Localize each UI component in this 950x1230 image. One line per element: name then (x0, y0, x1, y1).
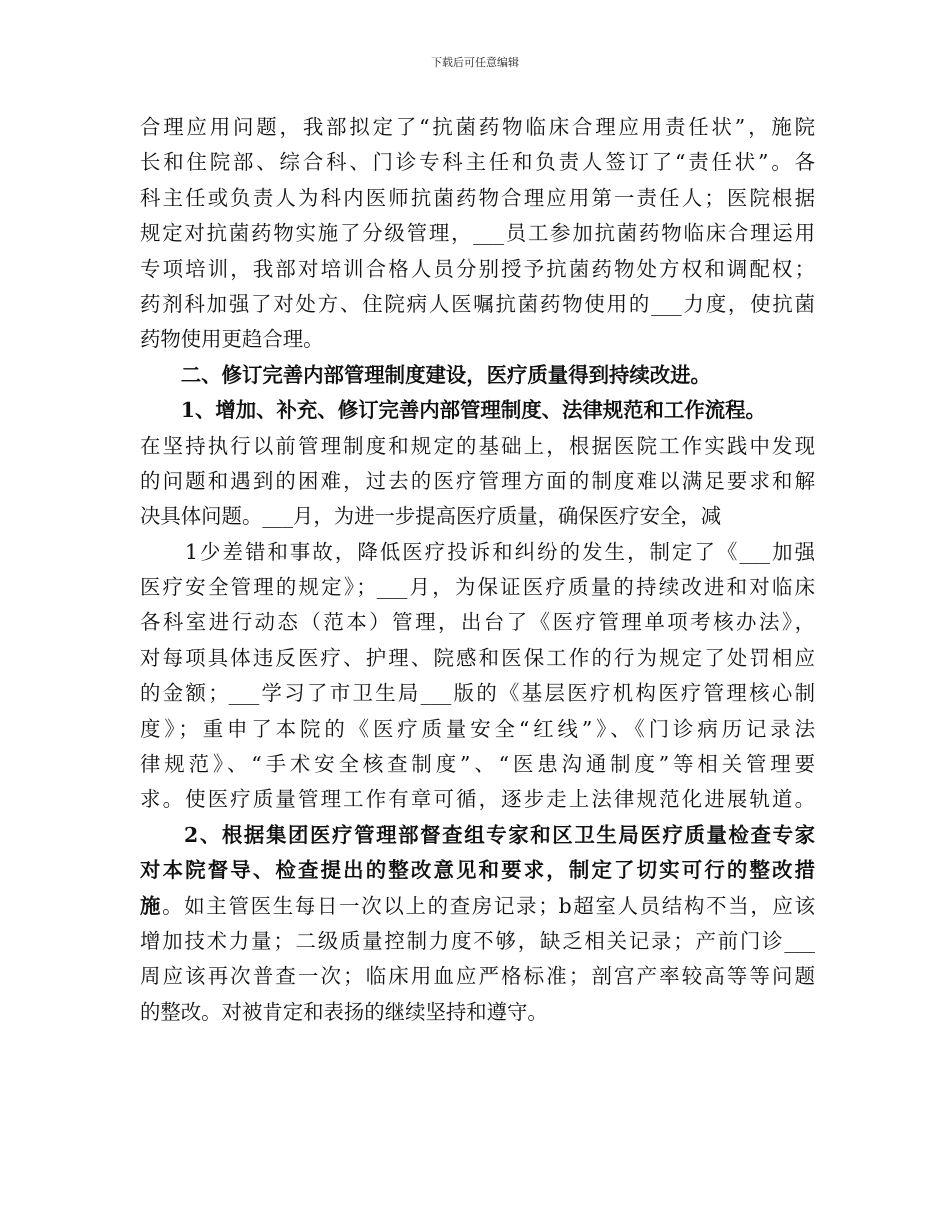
body-line: 的整改。对被肯定和表扬的继续坚持和遵守。 (140, 999, 548, 1024)
body-line: 专项培训，我部对培训合格人员分别授予抗菌药物处方权和调配权； (140, 256, 815, 281)
body-line: 各科室进行动态（范本）管理，出台了《医疗管理单项考核办法》， (140, 610, 815, 635)
body-line: 科主任或负责人为科内医师抗菌药物合理应用第一责任人；医院根据 (140, 185, 815, 210)
body-line: 二、修订完善内部管理制度建设，医疗质量得到持续改进。 (140, 362, 711, 387)
body-line: 度》；重申了本院的《医疗质量安全“红线”》、《门诊病历记录法 (140, 716, 815, 741)
body-line: 周应该再次普查一次；临床用血应严格标准；剖宫产率较高等等问题 (140, 964, 815, 989)
document-body (140, 110, 815, 1030)
body-line: 2、根据集团医疗管理部督查组专家和区卫生局医疗质量检查专家 (140, 822, 815, 847)
body-line: 律规范》、“手术安全核查制度”、“医患沟通制度”等相关管理要 (140, 752, 815, 777)
bold-run: 施 (140, 893, 163, 918)
body-line: 1少差错和事故，降低医疗投诉和纠纷的发生，制定了《___加强 (140, 539, 815, 564)
body-line: 合理应用问题，我部拟定了“抗菌药物临床合理应用责任状”，施院 (140, 115, 815, 139)
body-line: 在坚持执行以前管理制度和规定的基础上，根据医院工作实践中发现 (140, 433, 815, 458)
page-header: 下载后可任意编辑 (431, 56, 519, 69)
body-line: 增加技术力量；二级质量控制力度不够，缺乏相关记录；产前门诊___ (140, 928, 815, 953)
body-line: 医疗安全管理的规定》；___月，为保证医疗质量的持续改进和对临床 (140, 575, 815, 600)
body-line: 1、增加、补充、修订完善内部管理制度、法律规范和工作流程。 (140, 398, 766, 423)
body-line (140, 889, 815, 924)
body-line: 的问题和遇到的困难，过去的医疗管理方面的制度难以满足要求和解 (140, 468, 815, 493)
body-line: 对每项具体违反医疗、护理、院感和医保工作的行为规定了处罚相应 (140, 645, 815, 670)
body-line: 的金额；___学习了市卫生局___版的《基层医疗机构医疗管理核心制 (140, 681, 815, 706)
body-line: 求。使医疗质量管理工作有章可循，逐步走上法律规范化进展轨道。 (140, 787, 815, 812)
body-line: 规定对抗菌药物实施了分级管理，___员工参加抗菌药物临床合理运用 (140, 221, 815, 246)
body-line: 药物使用更趋合理。 (140, 327, 324, 352)
body-line: 对本院督导、检查提出的整改意见和要求，制定了切实可行的整改措 (140, 858, 815, 883)
text-run: 。如主管医生每日一次以上的查房记录；b超室人员结构不当，应该 (162, 893, 815, 918)
body-line: 药剂科加强了对处方、住院病人医嘱抗菌药物使用的___力度，使抗菌 (140, 291, 815, 316)
body-line: 决具体问题。___月，为进一步提高医疗质量，确保医疗安全，减 (140, 504, 722, 529)
body-line: 长和住院部、综合科、门诊专科主任和负责人签订了“责任状”。各 (140, 150, 815, 175)
